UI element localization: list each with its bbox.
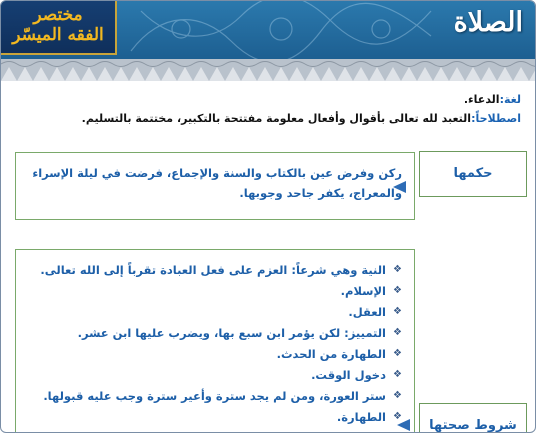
diamond-bullet-icon: ❖ bbox=[393, 348, 402, 359]
diamond-bullet-icon: ❖ bbox=[393, 369, 402, 380]
ruling-box bbox=[15, 152, 415, 220]
lugha-text: الدعاء. bbox=[463, 93, 500, 106]
brand-line1: مختصر bbox=[33, 5, 83, 25]
brand-line2: الفقه الميسّر bbox=[12, 25, 104, 45]
diamond-bullet-icon: ❖ bbox=[393, 285, 402, 296]
list-item: ❖ دخول الوقت. bbox=[26, 365, 402, 386]
diamond-bullet-icon: ❖ bbox=[393, 390, 402, 401]
diamond-bullet-icon: ❖ bbox=[393, 411, 402, 422]
conditions-list bbox=[26, 260, 402, 428]
diamond-bullet-icon: ❖ bbox=[393, 327, 402, 338]
list-item: ❖ العقل. bbox=[26, 302, 402, 323]
brand-logo bbox=[1, 1, 117, 55]
istilah-label: اصطلاحاً: bbox=[471, 112, 521, 125]
ruling-label: حكمها bbox=[419, 151, 527, 197]
arrow-left-icon bbox=[393, 181, 406, 193]
list-item: ❖ ستر العورة، ومن لم يجد سترة وأعير سترة وجب عليه قبولها. bbox=[26, 386, 402, 407]
header-banner bbox=[1, 1, 535, 59]
definition-lugha bbox=[464, 93, 521, 106]
conditions-box bbox=[15, 249, 415, 433]
diamond-bullet-icon: ❖ bbox=[393, 306, 402, 317]
arabesque-ornament-icon bbox=[121, 1, 441, 59]
ruling-text: ركن وفرض عين بالكتاب والسنة والإجماع، فرضت في ليلة الإسراء والمعراج، يكفر جاحد وجوبها. bbox=[32, 166, 402, 200]
list-item: ❖ الإسلام. bbox=[26, 281, 402, 302]
page-title: الصلاة bbox=[453, 7, 523, 38]
lugha-label: لغة: bbox=[499, 93, 521, 106]
list-item: ❖ التمييز: لكن يؤمر ابن سبع بها، ويضرب عليها ابن عشر. bbox=[26, 323, 402, 344]
conditions-list-wrap bbox=[26, 260, 402, 428]
content-area bbox=[1, 81, 535, 432]
list-item: ❖ النية وهي شرعاً: العزم على فعل العبادة تقرباً إلى الله تعالى. bbox=[26, 260, 402, 281]
list-item: ❖ الطهارة من الحدث. bbox=[26, 344, 402, 365]
istilah-text: التعبد لله تعالى بأقوال وأفعال معلومة مفتتحة بالتكبير، مختتمة بالتسليم. bbox=[81, 112, 472, 125]
arrow-left-icon bbox=[397, 419, 410, 431]
ornament-band bbox=[1, 59, 535, 81]
definition-istilah bbox=[82, 112, 521, 125]
diamond-bullet-icon: ❖ bbox=[393, 264, 402, 275]
list-item: ❖ الطهارة. bbox=[26, 407, 402, 428]
conditions-label: شروط صحتها bbox=[419, 403, 527, 433]
